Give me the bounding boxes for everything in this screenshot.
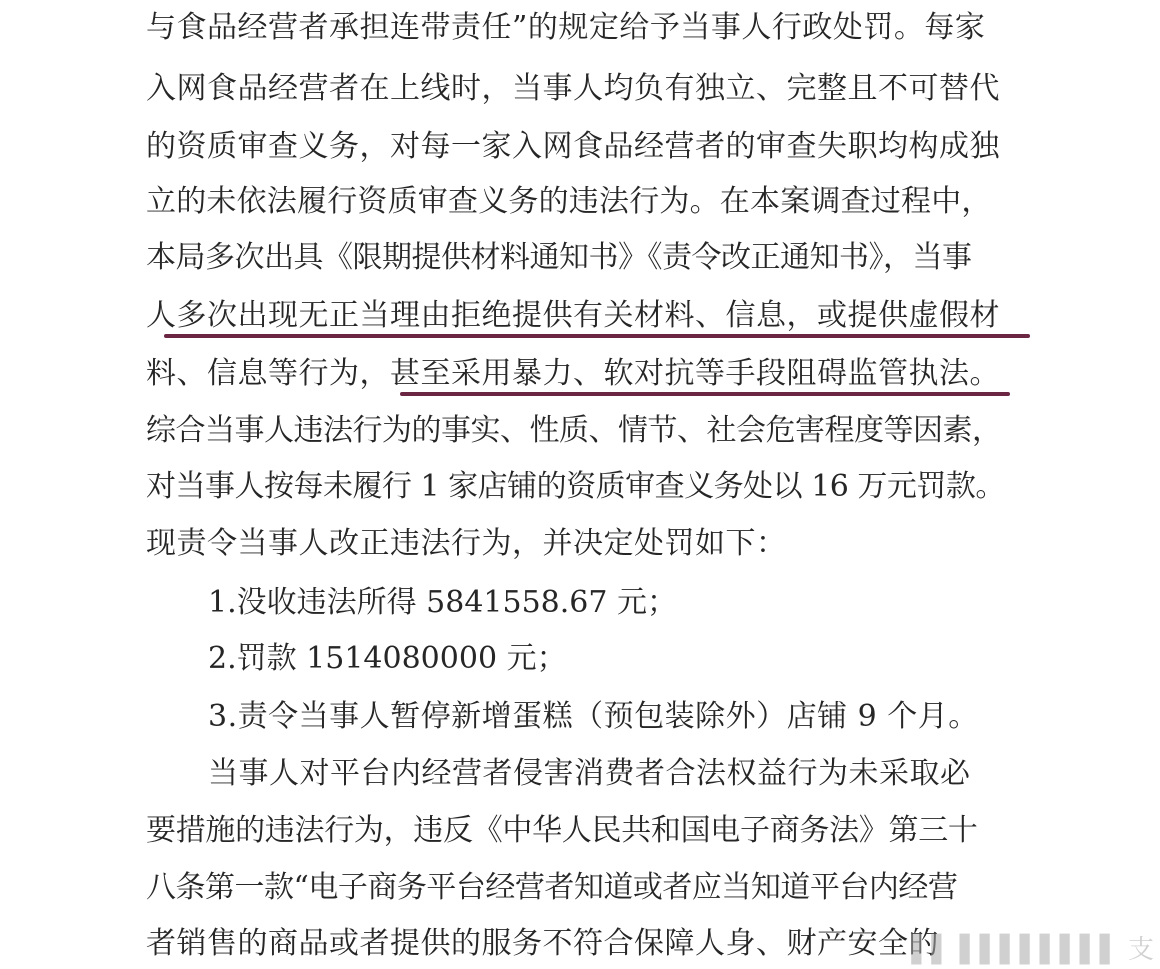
text-line-5: 本局多次出具《限期提供材料通知书》《责令改正通知书》，当事 <box>146 240 972 275</box>
text-line-3: 的资质审查义务，对每一家入网食品经营者的审查失职均构成独 <box>146 129 1000 164</box>
highlight-underline-1 <box>164 334 1030 338</box>
text-line-7: 料、信息等行为，甚至采用暴力、软对抗等手段阻碍监管执法。 <box>146 356 1000 391</box>
text-line-10: 现责令当事人改正违法行为，并决定处罚如下： <box>146 526 787 561</box>
list-item-2: 2.罚款 1514080000 元； <box>208 641 567 676</box>
watermark-text: ▌▌ ▌▌▌▌▌▌▌▌ 支 <box>911 935 1154 965</box>
text-line-1: 与食品经营者承担连带责任”的规定给予当事人行政处罚。每家 <box>146 10 986 45</box>
text-line-14: 当事人对平台内经营者侵害消费者合法权益行为未采取必 <box>208 756 971 791</box>
text-line-9: 对当事人按每未履行 1 家店铺的资质审查义务处以 16 万元罚款。 <box>146 469 1005 504</box>
text-line-17: 者销售的商品或者提供的服务不符合保障人身、财产安全的 <box>146 926 939 961</box>
highlight-underline-2 <box>400 392 1010 396</box>
text-line-15: 要措施的违法行为，违反《中华人民共和国电子商务法》第三十 <box>146 813 978 848</box>
text-line-4: 立的未依法履行资质审查义务的违法行为。在本案调查过程中， <box>146 184 992 219</box>
watermark <box>911 932 1160 969</box>
text-line-2: 入网食品经营者在上线时，当事人均负有独立、完整且不可替代 <box>146 71 1000 106</box>
list-item-3: 3.责令当事人暂停新增蛋糕（预包装除外）店铺 9 个月。 <box>208 699 979 734</box>
text-line-16: 八条第一款“电子商务平台经营者知道或者应当知道平台内经营 <box>146 870 958 905</box>
text-line-6: 人多次出现无正当理由拒绝提供有关材料、信息，或提供虚假材 <box>146 298 1000 333</box>
list-item-1: 1.没收违法所得 5841558.67 元； <box>208 585 678 620</box>
text-line-8: 综合当事人违法行为的事实、性质、情节、社会危害程度等因素， <box>146 413 1002 448</box>
